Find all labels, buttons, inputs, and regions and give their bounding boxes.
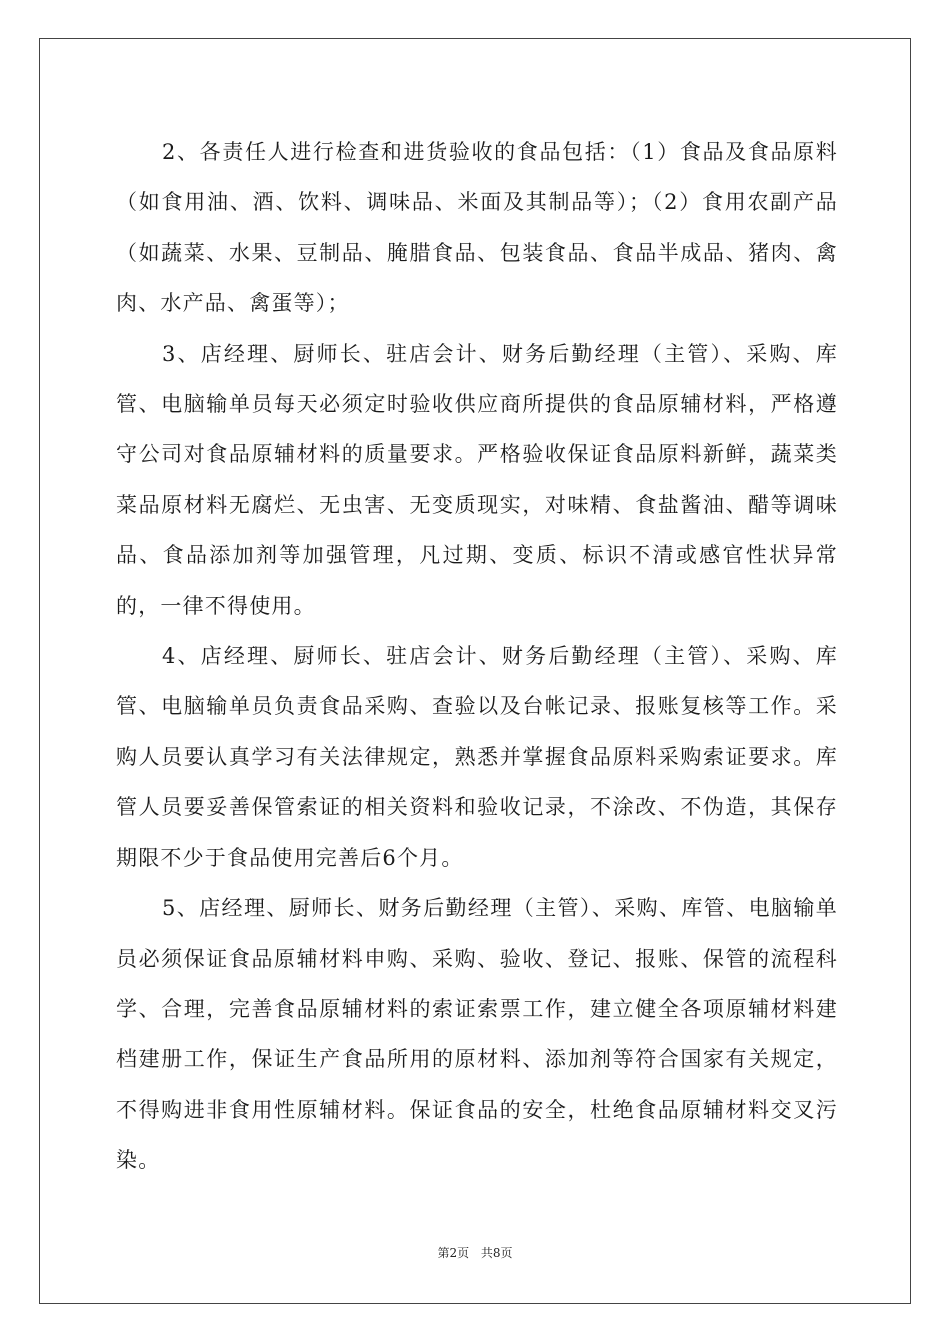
page-total: 共8页 xyxy=(480,1246,513,1260)
paragraph-item-3: 3、店经理、厨师长、驻店会计、财务后勤经理（主管）、采购、库管、电脑输单员每天必须定时验收供应商所提供的食品原辅材料，严格遵守公司对食品原辅材料的质量要求。严格验收保证食品原料新鲜，蔬菜类菜品原材料无腐烂、无虫害、无变质现实，对味精、食盐酱油、醋等调味品、食品添加剂等加强管理，凡过期、变质、标识不清或感官性状异常的，一律不得使用。 xyxy=(116,341,838,618)
page-footer xyxy=(0,1244,950,1261)
paragraph-item-4: 4、店经理、厨师长、驻店会计、财务后勤经理（主管）、采购、库管、电脑输单员负责食品采购、查验以及台帐记录、报账复核等工作。采购人员要认真学习有关法律规定，熟悉并掌握食品原料采购索证要求。库管人员要妥善保管索证的相关资料和验收记录，不涂改、不伪造，其保存期限不少于食品使用完善后6个月。 xyxy=(116,644,838,870)
paragraph-item-2: 2、各责任人进行检查和进货验收的食品包括：（1）食品及食品原料（如食用油、酒、饮料、调味品、米面及其制品等）；（2）食用农副产品（如蔬菜、水果、豆制品、腌腊食品、包装食品、食品半成品、猪肉、禽肉、水产品、禽蛋等）； xyxy=(116,140,838,316)
page-number: 第2页 xyxy=(437,1246,470,1260)
paragraph-item-5: 5、店经理、厨师长、财务后勤经理（主管）、采购、库管、电脑输单员必须保证食品原辅材料申购、采购、验收、登记、报账、保管的流程科学、合理，完善食品原辅材料的索证索票工作，建立健全各项原辅材料建档建册工作，保证生产食品所用的原材料、添加剂等符合国家有关规定，不得购进非食用性原辅材料。保证食品的安全，杜绝食品原辅材料交叉污染。 xyxy=(116,896,838,1173)
document-body xyxy=(116,127,838,1186)
